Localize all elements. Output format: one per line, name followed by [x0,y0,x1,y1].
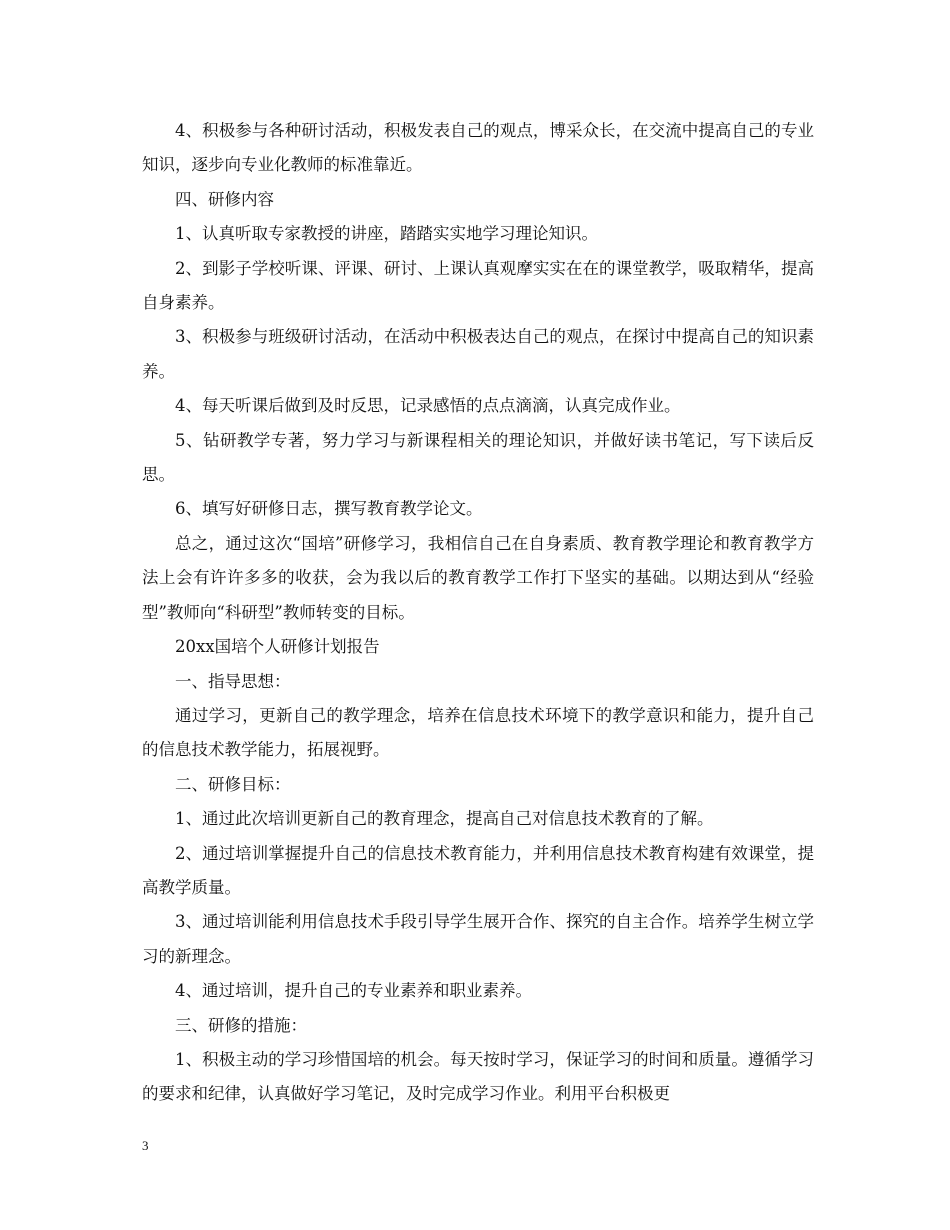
paragraph: 1、通过此次培训更新自己的教育理念，提高自己对信息技术教育的了解。 [175,809,714,829]
paragraph: 3、通过培训能利用信息技术手段引导学生展开合作、探究的自主合作。培养学生树立学习的新理念。 [142,912,814,966]
paragraph: 4、每天听课后做到及时反思，记录感悟的点点滴滴，认真完成作业。 [175,396,681,416]
document-body [142,114,814,1112]
paragraph: 1、认真听取专家教授的讲座，踏踏实实地学习理论知识。 [175,224,598,244]
paragraph: 1、积极主动的学习珍惜国培的机会。每天按时学习，保证学习的时间和质量。遵循学习的要求和纪律，认真做好学习笔记，及时完成学习作业。利用平台积极更 [142,1049,814,1104]
paragraph: 总之，通过这次“国培”研修学习，我相信自己在自身素质、教育教学理论和教育教学方法上会有许许多多的收获，会为我以后的教育教学工作打下坚实的基础。以期达到从“经验型”教师向“科研型”教师转变的目标。 [142,533,814,622]
page-number: 3 [142,1138,149,1153]
report-title: 20xx国培个人研修计划报告 [175,637,380,657]
paragraph: 4、积极参与各种研讨活动，积极发表自己的观点，博采众长，在交流中提高自己的专业知识，逐步向专业化教师的标准靠近。 [142,121,814,175]
section-heading: 四、研修内容 [175,189,274,209]
paragraph: 4、通过培训，提升自己的专业素养和职业素养。 [175,981,532,1001]
paragraph: 3、积极参与班级研讨活动，在活动中积极表达自己的观点，在探讨中提高自己的知识素养。 [142,327,814,381]
section-heading: 一、指导思想： [175,671,291,691]
paragraph: 2、到影子学校听课、评课、研讨、上课认真观摩实实在在的课堂教学，吸取精华，提高自身素养。 [142,258,814,313]
section-heading: 三、研修的措施： [175,1015,307,1035]
paragraph: 5、钻研教学专著，努力学习与新课程相关的理论知识，并做好读书笔记，写下读后反思。 [142,430,814,485]
paragraph: 2、通过培训掌握提升自己的信息技术教育能力，并利用信息技术教育构建有效课堂，提高教学质量。 [142,843,814,897]
paragraph: 6、填写好研修日志，撰写教育教学论文。 [175,499,483,519]
paragraph: 通过学习，更新自己的教学理念，培养在信息技术环境下的教学意识和能力，提升自己的信息技术教学能力，拓展视野。 [142,705,814,760]
section-heading: 二、研修目标： [175,774,291,794]
